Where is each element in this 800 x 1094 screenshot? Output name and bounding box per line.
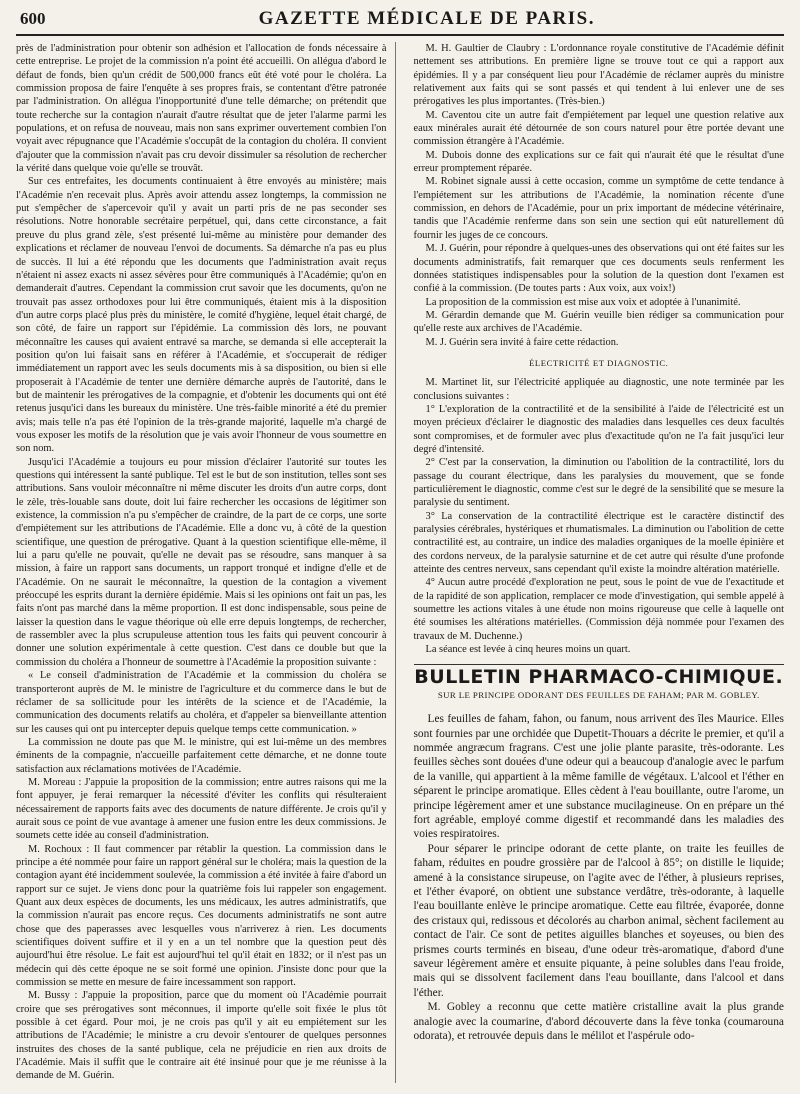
paragraph: Les feuilles de faham, fahon, ou fanum, nous arrivent des îles Maurice. Elles sont fournies par une orchidée que Dupetit-Thouars a décrite le premier, et qu'il a nommée angræcum fragrans. C'est une jolie plante parasite, très-odorante. Les feuilles sèches sont douées d'une odeur qui a beaucoup d'analogie avec le parfum de la vanille, qui appartient à la même famille de végétaux. L'alcool et l'éther en séparent le principe aromatique. Elles cèdent à l'eau bouillante, outre l'arome, un principe légèrement amer et une substance mucilagineuse. On en prépare un thé fort agréable, employé comme digestif et recommandé dans les maladies des voies respiratoires. [413,713,784,841]
bulletin-title: BULLETIN PHARMACO-CHIMIQUE. [414,666,784,689]
paragraph: M. Martinet lit, sur l'électricité appliquée au diagnostic, une note terminée par les conclusions suivantes : [413,377,784,402]
paragraph: M. Bussy : J'appuie la proposition, parce que du moment où l'Académie pourrait croire que ses prérogatives sont méconnues, il importe qu'elle soit fixée le plus tôt possible à cet égard. Pour moi, je ne crois pas qu'il y ait eu empiétement sur les attributions de l'Académie; le ministre a cru devoir s'entourer de quelques personnes instruites des choses de la santé publique, cela ne préjudicie en rien aux droits de l'Académie. Mais il suffit que le contraire ait été insinué pour que je me réunisse à la demande de M. Guérin. [16,990,387,1082]
paragraph: 1° L'exploration de la contractilité et de la sensibilité à l'aide de l'électricité est un moyen précieux d'éclairer le diagnostic des maladies dans lesquelles ces deux facultés sont compromises, et de formuler avec plus d'exactitude qu'on ne l'a fait jusqu'ici leur degré d'intensité. [413,403,784,455]
paragraph: M. Robinet signale aussi à cette occasion, comme un symptôme de cette tendance à l'empiétement sur les attributions de l'Académie, la nomination récente d'une commission, en dehors de l'Académie, pour un prix important de médecine vétérinaire, tandis que l'Académie renferme dans son sein une section qui eût naturellement dû fournir les juges de ce concours. [413,176,784,241]
right-column [414,42,785,1083]
bulletin-body [414,712,785,1043]
paragraph: Pour séparer le principe odorant de cette plante, on traite les feuilles de faham, réduites en poudre grossière par de l'alcool à 85°; on distille le liquide; amené à la consistance sirupeuse, on l'agite avec de l'éther, à plusieurs reprises, et l'éther évaporé, on obtient une substance verdâtre, très-odorante, à laquelle l'eau bouillante enlève le principe aromatique. Cette eau filtrée, évaporée, donne des cristaux qui, redissous et décolorés au charbon animal, sèchent facilement au contact de l'air. Ce sont de petites aiguilles blanches et soyeuses, ou bien des prismes courts terminés en biseau, d'une odeur très-aromatique, d'abord d'une saveur légèrement amère et ensuite piquante, à peine solubles dans l'eau froide, mais qui se dissolvent facilement dans l'eau bouillante, dans l'alcool et dans l'éther. [413,842,784,999]
paragraph: M. H. Gaultier de Claubry : L'ordonnance royale constitutive de l'Académie définit nettement ses attributions. En première ligne se trouve tout ce qui a rapport aux épidémies. Il y a par conséquent lieu pour l'Académie de réclamer auprès du ministre relativement aux faits qui se sont passés et qui tendent à lui enlever une de ses prérogatives les plus importantes. (Très-bien.) [413,43,784,108]
section-title: ÉLECTRICITÉ ET DIAGNOSTIC. [529,357,669,368]
paragraph: La commission ne doute pas que M. le ministre, qui est lui-même un des membres éminents de la compagnie, n'accueille parfaitement cette démarche, et ne donne toute satisfaction aux réclamations motivées de l'Académie. [16,736,387,775]
left-column [16,42,396,1083]
resolution-quote: « Le conseil d'administration de l'Académie et la commission du choléra se transporteront auprès de M. le ministre de l'agriculture et du commerce dans le but de réclamer de sa sollicitude pour les intérêts de la science et de l'Académie, la communication des documents relatifs au choléra, et d'appeler sa bienveillante attention sur les causes qui ont pu intercepter depuis quelque temps cette communication. » [16,670,387,735]
paragraph: 3° La conservation de la contractilité électrique est le caractère distinctif des paralysies cérébrales, hystériques et rhumatismales. La diminution ou l'abolition de cette contractilité est, au contraire, un indice des maladies organiques de la moelle épinière et des cordons nerveux, de la paralysie saturnine et de cet autre qui résulte d'une profonde atteinte des centres nerveux, sans cependant qu'il existe la moindre altération matérielle. [413,510,784,576]
paragraph: près de l'administration pour obtenir son adhésion et l'allocation de fonds nécessaire à cette entreprise. Le projet de la commission n'a point été accueilli. On allégua d'abord le défaut de fonds, bien qu'un crédit de 500,000 francs eût été voté pour le choléra. La commission proposa de faire l'enquête à ses propres frais, se contentant d'être patronée par l'administration. On allégua l'inopportunité d'une telle démarche; on prétendit que toute recherche sur la contagion n'aurait d'autre résultat que de jeter l'alarme parmi les populations, et on refusa de nouveau, mais non sans exprimer ouvertement combien l'on voyait avec répugnance que l'Académie s'occupât de la contagion du choléra. Il convient d'ajouter que la commission n'avait pas cru devoir dissimuler sa résolution de rechercher la vérité dans quelque voie qu'elle se trouvât. [16,43,387,175]
paragraph: M. Moreau : J'appuie la proposition de la commission; entre autres raisons qui me la font appuyer, je ferai remarquer la nécessité d'éviter les conflits qui résulteraient nécessairement de rapports faits avec des documents de nature différente. Je crois qu'il y aurait sous ce point de vue avantage à amener une fusion entre les deux commissions. Je soumets cette idée au conseil d'administration. [16,776,387,842]
paragraph: 4° Aucun autre procédé d'exploration ne peut, sous le point de vue de l'exactitude et de la rapidité de son application, remplacer ce mode d'investigation, qui semble appelé à soumettre les actions vitales à une étude non moins rigoureuse que celle à laquelle ont été soumises les altérations matérielles. (Commission déjà nommée pour l'examen des travaux de M. Duchenne.) [413,577,784,642]
page-header [16,8,784,36]
page-number: 600 [20,9,46,28]
divider [414,664,785,665]
columns [16,42,784,1083]
paragraph: M. Caventou cite un autre fait d'empiétement par lequel une question relative aux eaux minérales aurait été détournée de son cours naturel pour être portée devant une commission étrangère à l'Académie. [413,109,784,148]
paragraph: M. J. Guérin sera invité à faire cette rédaction. [425,336,619,348]
paragraph: Jusqu'ici l'Académie a toujours eu pour mission d'éclairer l'autorité sur toutes les questions qui intéressent la santé publique. Tel est le but de son institution, telles sont ses attributions. Sans vouloir méconnaître ni même discuter les droits d'un autre corps, dont le zèle, très-louable sans doute, doit lui faire rechercher les occasions de légitimer son existence, la commission n'a pu s'empêcher de craindre, de la part de ce corps, une sorte d'empiétement sur les attributions de l'Académie. Elle a donc vu, à côté de la question scientifique, une question de prérogative. Quant à la question scientifique elle-même, il lui a paru qu'elle ne pouvait, qu'elle ne devait pas se résoudre, sans manquer à sa mission, à faire un rapport sans documents, un rapport tronqué et indigne d'elle et de l'Académie. On ne saurait le méconnaître, la question de la contagion a vivement préoccupé les esprits durant la dernière épidémie. Mais si les opinions ont fait un pas, les faits n'ont pas marché dans la même proportion. Il est donc indispensable, sous peine de laisser la question dans le vague théorique où elle erre depuis longtemps, de rechercher, de rassembler avec la plus scrupuleuse attention tous les faits qui peuvent concourir à donner une solution expérimentale à cette question. C'est dans ce double but que la commission du choléra a l'honneur de soumettre à l'Académie la proposition suivante : [16,456,387,668]
paragraph: M. Rochoux : Il faut commencer par rétablir la question. La commission dans le principe a été nommée pour faire un rapport général sur le choléra; mais la question de la contagion ayant été incidemment soulevée, la commission a été invitée à faire d'abord un rapport sur ce sujet. Je viens donc pour la quatrième fois lui rappeler son engagement. Quant aux deux espèces de documents, les uns médicaux, les autres administratifs, que la commission n'aurait pas encore reçus. Ces documents administratifs ne sont autre chose que des paperasses avec lesquelles vous n'arriverez à rien. Les documents scientifiques doivent suffire et il y en a un tel nombre que la question peut dès aujourd'hui être résolue. Le fait est aujourd'hui tel qu'il était en 1832; or il n'est pas un médecin qui dès cette époque ne se soit formé une opinion. J'insiste donc pour que la commission se mette en mesure de faire incessamment son rapport. [16,843,387,989]
journal-title: GAZETTE MÉDICALE DE PARIS. [258,8,595,29]
paragraph: M. Dubois donne des explications sur ce fait qui n'aurait été que le résultat d'une erreur promptement réparée. [413,149,784,175]
paragraph: M. Gérardin demande que M. Guérin veuille bien rédiger sa communication pour qu'elle reste aux archives de l'Académie. [413,309,784,335]
paragraph: Sur ces entrefaites, les documents continuaient à être envoyés au ministère; mais l'Académie n'en recevait plus. Après avoir attendu assez longtemps, la commission ne put s'empêcher de s'apercevoir qu'il y avait un parti pris de ne pas seconder ses résolutions. Notre honorable secrétaire perpétuel, qui, dans cette circonstance, a fait preuve du plus grand zèle, s'est présenté lui-même au ministère pour demander des explications et réclamer de nouveau l'envoi de documents. Sa démarche n'a pas eu plus de succès. Il lui a été répondu que les documents que l'administration avait reçus n'étaient ni assez exacts ni assez sévères pour être communiqués à l'Académie; qu'on en demanderait d'autres. Cependant la commission crut savoir que les documents, qu'on ne trouvait pas assez orthodoxes pour lui être communiqués, étaient mis à la disposition d'un autre corps placé plus près du ministère, le comité d'hygiène, lequel était chargé, de son côté, de faire un rapport sur l'épidémie. La commission dès lors, ne pouvant méconnaître les causes qui avaient entravé sa marche, se demanda si elle accepterait la position qu'on lui faisait sans en référer à l'Académie, et s'occuperait de rédiger immédiatement un rapport avec les seuls documents mis à sa disposition, ou bien si elle proposerait à l'Académie de tenter une dernière démarche auprès de l'autorité, dans le but de maintenir les prérogatives de la compagnie, et d'obtenir les documents qui ont été retenus jusqu'ici dans les bureaux du ministère. Une très-faible minorité a été du premier avis; mais telle n'a pas été l'opinion de la très-grande majorité, laquelle m'a chargé de vous exposer les motifs de la résolution que je vais avoir l'honneur de vous soumettre en son nom. [16,176,387,455]
paragraph: M. Gobley a reconnu que cette matière cristalline avait la plus grande analogie avec la coumarine, d'abord découverte dans la fève tonka (coumarouna odorata), et retrouvée depuis dans le mélilot et l'aspérule odo- [413,1001,784,1043]
paragraph: M. J. Guérin, pour répondre à quelques-unes des observations qui ont été faites sur les documents administratifs, fait remarquer que ces documents seuls renferment les données statistiques indispensables pour la solution de la question dont l'examen est confié à la commission. (De toutes parts : Aux voix, aux voix!) [413,243,784,295]
paragraph: 2° C'est par la conservation, la diminution ou l'abolition de la contractilité, lors du passage du courant électrique, dans les paralysies du mouvement, que se fonde particulièrement le diagnostic, comme c'est sur le degré de la sensibilité que se mesure la paralysie du sentiment. [413,457,784,509]
paragraph: La séance est levée à cinq heures moins un quart. [425,644,631,656]
paragraph: La proposition de la commission est mise aux voix et adoptée à l'unanimité. [425,296,741,308]
bulletin-subtitle: SUR LE PRINCIPE ODORANT DES FEUILLES DE FAHAM; PAR M. GOBLEY. [437,689,760,700]
